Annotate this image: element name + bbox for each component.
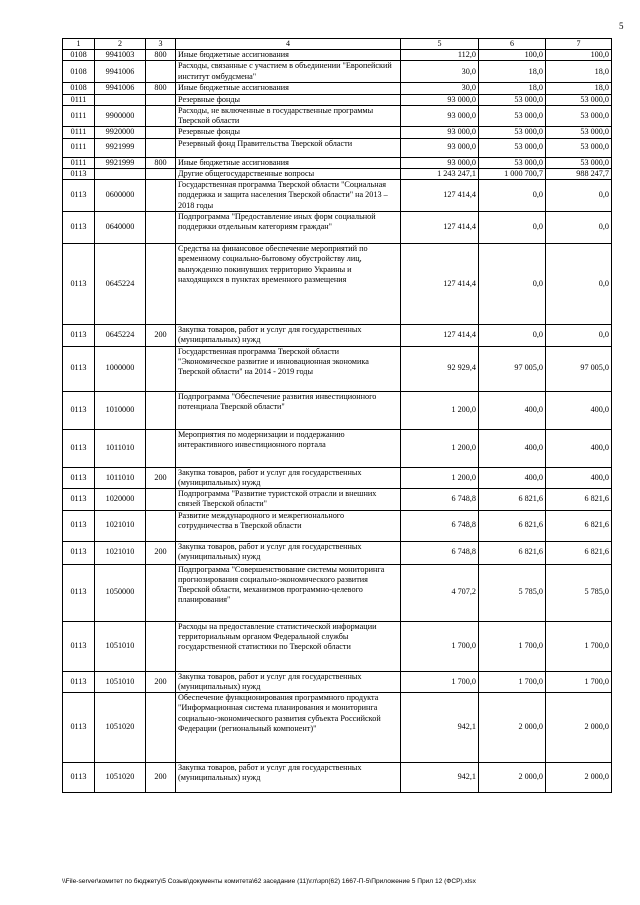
amount-year2-cell: 1 000 700,7 bbox=[479, 168, 546, 179]
target-code-cell: 9921999 bbox=[95, 138, 146, 157]
section-code-cell: 0111 bbox=[63, 157, 95, 168]
column-header: 4 bbox=[176, 39, 401, 50]
expense-type-cell: 200 bbox=[146, 763, 176, 793]
target-code-cell: 1051020 bbox=[95, 693, 146, 763]
expense-type-cell bbox=[146, 180, 176, 212]
description-cell: Закупка товаров, работ и услуг для государственных (муниципальных) нужд bbox=[176, 467, 401, 489]
budget-table bbox=[62, 38, 612, 793]
table-row bbox=[63, 168, 612, 179]
target-code-cell: 1000000 bbox=[95, 346, 146, 391]
section-code-cell: 0113 bbox=[63, 541, 95, 564]
description-cell: Другие общегосударственные вопросы bbox=[176, 168, 401, 179]
amount-year3-cell: 400,0 bbox=[546, 467, 612, 489]
table-row bbox=[63, 391, 612, 429]
amount-year3-cell: 400,0 bbox=[546, 391, 612, 429]
amount-year1-cell: 93 000,0 bbox=[401, 127, 479, 138]
amount-year1-cell: 92 929,4 bbox=[401, 346, 479, 391]
expense-type-cell: 800 bbox=[146, 157, 176, 168]
section-code-cell: 0113 bbox=[63, 180, 95, 212]
amount-year1-cell: 127 414,4 bbox=[401, 212, 479, 244]
section-code-cell: 0113 bbox=[63, 693, 95, 763]
amount-year2-cell: 2 000,0 bbox=[479, 693, 546, 763]
amount-year1-cell: 127 414,4 bbox=[401, 244, 479, 325]
amount-year2-cell: 0,0 bbox=[479, 325, 546, 347]
amount-year3-cell: 2 000,0 bbox=[546, 693, 612, 763]
amount-year2-cell: 53 000,0 bbox=[479, 138, 546, 157]
description-cell: Расходы на предоставление статистической информации территориальным органом Федеральной службы государственной статистики по Тверской области bbox=[176, 621, 401, 671]
expense-type-cell: 200 bbox=[146, 467, 176, 489]
table-row bbox=[63, 510, 612, 541]
section-code-cell: 0113 bbox=[63, 467, 95, 489]
amount-year1-cell: 93 000,0 bbox=[401, 105, 479, 127]
description-cell: Мероприятия по модернизации и поддержанию интерактивного инвестиционного портала bbox=[176, 429, 401, 467]
table-row bbox=[63, 693, 612, 763]
section-code-cell: 0111 bbox=[63, 138, 95, 157]
table-row bbox=[63, 325, 612, 347]
page-number: 5 bbox=[619, 21, 624, 31]
amount-year2-cell: 5 785,0 bbox=[479, 564, 546, 621]
section-code-cell: 0113 bbox=[63, 391, 95, 429]
section-code-cell: 0111 bbox=[63, 127, 95, 138]
section-code-cell: 0113 bbox=[63, 510, 95, 541]
target-code-cell: 9921999 bbox=[95, 157, 146, 168]
expense-type-cell: 800 bbox=[146, 83, 176, 94]
target-code-cell: 1010000 bbox=[95, 391, 146, 429]
amount-year1-cell: 1 700,0 bbox=[401, 621, 479, 671]
amount-year1-cell: 1 200,0 bbox=[401, 429, 479, 467]
expense-type-cell: 800 bbox=[146, 50, 176, 61]
section-code-cell: 0108 bbox=[63, 83, 95, 94]
expense-type-cell: 200 bbox=[146, 671, 176, 693]
table-row bbox=[63, 157, 612, 168]
description-cell: Закупка товаров, работ и услуг для государственных (муниципальных) нужд bbox=[176, 325, 401, 347]
expense-type-cell bbox=[146, 61, 176, 83]
amount-year1-cell: 93 000,0 bbox=[401, 94, 479, 105]
section-code-cell: 0113 bbox=[63, 212, 95, 244]
amount-year2-cell: 53 000,0 bbox=[479, 157, 546, 168]
column-number-row bbox=[63, 39, 612, 50]
amount-year1-cell: 30,0 bbox=[401, 61, 479, 83]
column-header: 6 bbox=[479, 39, 546, 50]
table-row bbox=[63, 127, 612, 138]
table-row bbox=[63, 346, 612, 391]
table-row bbox=[63, 212, 612, 244]
amount-year1-cell: 942,1 bbox=[401, 693, 479, 763]
target-code-cell: 1021010 bbox=[95, 510, 146, 541]
target-code-cell: 0600000 bbox=[95, 180, 146, 212]
expense-type-cell bbox=[146, 510, 176, 541]
target-code-cell: 1051020 bbox=[95, 763, 146, 793]
target-code-cell: 1050000 bbox=[95, 564, 146, 621]
target-code-cell: 0640000 bbox=[95, 212, 146, 244]
target-code-cell: 1051010 bbox=[95, 621, 146, 671]
section-code-cell: 0113 bbox=[63, 621, 95, 671]
target-code-cell: 9900000 bbox=[95, 105, 146, 127]
target-code-cell: 0645224 bbox=[95, 244, 146, 325]
target-code-cell: 1011010 bbox=[95, 467, 146, 489]
table-row bbox=[63, 489, 612, 511]
amount-year1-cell: 93 000,0 bbox=[401, 157, 479, 168]
target-code-cell: 1020000 bbox=[95, 489, 146, 511]
table-row bbox=[63, 429, 612, 467]
amount-year3-cell: 400,0 bbox=[546, 429, 612, 467]
amount-year2-cell: 6 821,6 bbox=[479, 489, 546, 511]
amount-year3-cell: 100,0 bbox=[546, 50, 612, 61]
expense-type-cell bbox=[146, 391, 176, 429]
description-cell: Закупка товаров, работ и услуг для государственных (муниципальных) нужд bbox=[176, 541, 401, 564]
amount-year1-cell: 4 707,2 bbox=[401, 564, 479, 621]
section-code-cell: 0108 bbox=[63, 61, 95, 83]
target-code-cell bbox=[95, 168, 146, 179]
description-cell: Иные бюджетные ассигнования bbox=[176, 50, 401, 61]
amount-year1-cell: 6 748,8 bbox=[401, 510, 479, 541]
expense-type-cell: 200 bbox=[146, 325, 176, 347]
section-code-cell: 0113 bbox=[63, 671, 95, 693]
section-code-cell: 0113 bbox=[63, 489, 95, 511]
amount-year3-cell: 53 000,0 bbox=[546, 138, 612, 157]
amount-year1-cell: 1 700,0 bbox=[401, 671, 479, 693]
amount-year3-cell: 6 821,6 bbox=[546, 510, 612, 541]
amount-year2-cell: 400,0 bbox=[479, 429, 546, 467]
table-row bbox=[63, 94, 612, 105]
amount-year1-cell: 1 243 247,1 bbox=[401, 168, 479, 179]
amount-year3-cell: 988 247,7 bbox=[546, 168, 612, 179]
section-code-cell: 0113 bbox=[63, 564, 95, 621]
expense-type-cell bbox=[146, 489, 176, 511]
table-row bbox=[63, 541, 612, 564]
table-row bbox=[63, 105, 612, 127]
amount-year2-cell: 1 700,0 bbox=[479, 621, 546, 671]
target-code-cell: 1021010 bbox=[95, 541, 146, 564]
amount-year3-cell: 0,0 bbox=[546, 244, 612, 325]
amount-year2-cell: 18,0 bbox=[479, 83, 546, 94]
amount-year3-cell: 97 005,0 bbox=[546, 346, 612, 391]
section-code-cell: 0113 bbox=[63, 346, 95, 391]
description-cell: Подпрограмма "Развитие туристской отрасли и внешних связей Тверской области" bbox=[176, 489, 401, 511]
table-row bbox=[63, 671, 612, 693]
target-code-cell: 1051010 bbox=[95, 671, 146, 693]
amount-year2-cell: 0,0 bbox=[479, 244, 546, 325]
amount-year2-cell: 1 700,0 bbox=[479, 671, 546, 693]
section-code-cell: 0111 bbox=[63, 94, 95, 105]
table-row bbox=[63, 50, 612, 61]
amount-year3-cell: 6 821,6 bbox=[546, 541, 612, 564]
description-cell: Закупка товаров, работ и услуг для государственных (муниципальных) нужд bbox=[176, 671, 401, 693]
target-code-cell: 9941006 bbox=[95, 83, 146, 94]
description-cell: Подпрограмма "Предоставление иных форм социальной поддержки отдельным категориям граждан" bbox=[176, 212, 401, 244]
expense-type-cell: 200 bbox=[146, 541, 176, 564]
expense-type-cell bbox=[146, 127, 176, 138]
target-code-cell: 9941003 bbox=[95, 50, 146, 61]
description-cell: Резервные фонды bbox=[176, 127, 401, 138]
section-code-cell: 0113 bbox=[63, 168, 95, 179]
section-code-cell: 0113 bbox=[63, 244, 95, 325]
amount-year1-cell: 127 414,4 bbox=[401, 325, 479, 347]
amount-year3-cell: 53 000,0 bbox=[546, 157, 612, 168]
amount-year2-cell: 100,0 bbox=[479, 50, 546, 61]
table-row bbox=[63, 83, 612, 94]
amount-year2-cell: 400,0 bbox=[479, 391, 546, 429]
description-cell: Резервные фонды bbox=[176, 94, 401, 105]
amount-year3-cell: 53 000,0 bbox=[546, 105, 612, 127]
section-code-cell: 0111 bbox=[63, 105, 95, 127]
amount-year2-cell: 2 000,0 bbox=[479, 763, 546, 793]
table-row bbox=[63, 621, 612, 671]
description-cell: Иные бюджетные ассигнования bbox=[176, 83, 401, 94]
table-row bbox=[63, 61, 612, 83]
column-header: 2 bbox=[95, 39, 146, 50]
description-cell: Развитие международного и межрегионального сотрудничества в Тверской области bbox=[176, 510, 401, 541]
table-row bbox=[63, 180, 612, 212]
expense-type-cell bbox=[146, 212, 176, 244]
amount-year1-cell: 112,0 bbox=[401, 50, 479, 61]
amount-year1-cell: 1 200,0 bbox=[401, 467, 479, 489]
column-header: 7 bbox=[546, 39, 612, 50]
description-cell: Расходы, связанные с участием в объединении "Европейский институт омбудсмена" bbox=[176, 61, 401, 83]
file-path-footer: \\File-server\комитет по бюджету\5 Созыв\документы комитета\62 заседание (11)\гл\зрп(62) 1667-П-5\Приложение 5 Прил 12 (ФСР).xlsx bbox=[62, 878, 476, 885]
amount-year2-cell: 0,0 bbox=[479, 180, 546, 212]
amount-year3-cell: 5 785,0 bbox=[546, 564, 612, 621]
amount-year1-cell: 127 414,4 bbox=[401, 180, 479, 212]
amount-year2-cell: 0,0 bbox=[479, 212, 546, 244]
description-cell: Обеспечение функционирования программного продукта "Информационная система планирования и мониторинга социально-экономического развития субъекта Российской Федерации (региональный компонент)" bbox=[176, 693, 401, 763]
amount-year3-cell: 18,0 bbox=[546, 61, 612, 83]
amount-year2-cell: 18,0 bbox=[479, 61, 546, 83]
amount-year1-cell: 93 000,0 bbox=[401, 138, 479, 157]
table-row bbox=[63, 467, 612, 489]
description-cell: Подпрограмма "Обеспечение развития инвестиционного потенциала Тверской области" bbox=[176, 391, 401, 429]
expense-type-cell bbox=[146, 621, 176, 671]
target-code-cell: 0645224 bbox=[95, 325, 146, 347]
amount-year3-cell: 6 821,6 bbox=[546, 489, 612, 511]
amount-year3-cell: 0,0 bbox=[546, 180, 612, 212]
amount-year2-cell: 97 005,0 bbox=[479, 346, 546, 391]
description-cell: Подпрограмма "Совершенствование системы мониторинга прогнозирования социально-экономического развития Тверской области, механизмов программно-целевого планирования" bbox=[176, 564, 401, 621]
expense-type-cell bbox=[146, 244, 176, 325]
description-cell: Государственная программа Тверской области "Социальная поддержка и защита населения Тверской области" на 2013 – 2018 годы bbox=[176, 180, 401, 212]
expense-type-cell bbox=[146, 94, 176, 105]
amount-year3-cell: 0,0 bbox=[546, 212, 612, 244]
description-cell: Резервный фонд Правительства Тверской области bbox=[176, 138, 401, 157]
amount-year1-cell: 942,1 bbox=[401, 763, 479, 793]
amount-year1-cell: 6 748,8 bbox=[401, 541, 479, 564]
amount-year3-cell: 0,0 bbox=[546, 325, 612, 347]
table-row bbox=[63, 564, 612, 621]
amount-year1-cell: 6 748,8 bbox=[401, 489, 479, 511]
expense-type-cell bbox=[146, 346, 176, 391]
expense-type-cell bbox=[146, 564, 176, 621]
description-cell: Закупка товаров, работ и услуг для государственных (муниципальных) нужд bbox=[176, 763, 401, 793]
amount-year2-cell: 53 000,0 bbox=[479, 94, 546, 105]
amount-year2-cell: 6 821,6 bbox=[479, 510, 546, 541]
amount-year3-cell: 18,0 bbox=[546, 83, 612, 94]
description-cell: Расходы, не включенные в государственные программы Тверской области bbox=[176, 105, 401, 127]
target-code-cell: 9920000 bbox=[95, 127, 146, 138]
table-row bbox=[63, 763, 612, 793]
amount-year2-cell: 400,0 bbox=[479, 467, 546, 489]
amount-year3-cell: 53 000,0 bbox=[546, 127, 612, 138]
amount-year3-cell: 53 000,0 bbox=[546, 94, 612, 105]
section-code-cell: 0113 bbox=[63, 429, 95, 467]
column-header: 3 bbox=[146, 39, 176, 50]
amount-year3-cell: 1 700,0 bbox=[546, 621, 612, 671]
description-cell: Иные бюджетные ассигнования bbox=[176, 157, 401, 168]
column-header: 5 bbox=[401, 39, 479, 50]
expense-type-cell bbox=[146, 429, 176, 467]
column-header: 1 bbox=[63, 39, 95, 50]
amount-year3-cell: 1 700,0 bbox=[546, 671, 612, 693]
target-code-cell: 1011010 bbox=[95, 429, 146, 467]
table-row bbox=[63, 138, 612, 157]
amount-year1-cell: 1 200,0 bbox=[401, 391, 479, 429]
target-code-cell: 9941006 bbox=[95, 61, 146, 83]
section-code-cell: 0113 bbox=[63, 325, 95, 347]
expense-type-cell bbox=[146, 168, 176, 179]
description-cell: Средства на финансовое обеспечение мероприятий по временному социально-бытовому обустройству лиц, вынужденно покинувших территорию Украины и находящихся в пунктах временного размещения bbox=[176, 244, 401, 325]
amount-year2-cell: 6 821,6 bbox=[479, 541, 546, 564]
description-cell: Государственная программа Тверской области "Экономическое развитие и инновационная экономика Тверской области" на 2014 - 2019 годы bbox=[176, 346, 401, 391]
expense-type-cell bbox=[146, 105, 176, 127]
expense-type-cell bbox=[146, 693, 176, 763]
amount-year2-cell: 53 000,0 bbox=[479, 105, 546, 127]
amount-year1-cell: 30,0 bbox=[401, 83, 479, 94]
amount-year2-cell: 53 000,0 bbox=[479, 127, 546, 138]
section-code-cell: 0113 bbox=[63, 763, 95, 793]
expense-type-cell bbox=[146, 138, 176, 157]
table-row bbox=[63, 244, 612, 325]
amount-year3-cell: 2 000,0 bbox=[546, 763, 612, 793]
target-code-cell bbox=[95, 94, 146, 105]
section-code-cell: 0108 bbox=[63, 50, 95, 61]
